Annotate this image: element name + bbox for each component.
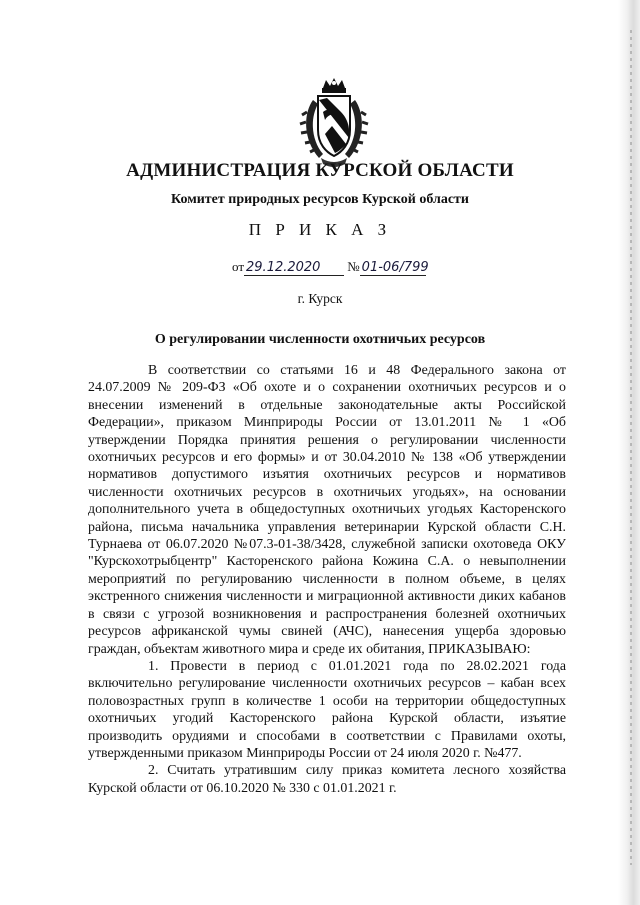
scan-edge [618, 0, 640, 905]
committee-name: Комитет природных ресурсов Курской области [171, 192, 469, 207]
document-subject: О регулировании численности охотничьих ресурсов [154, 332, 486, 347]
date-prefix: от [232, 259, 245, 274]
coat-of-arms-emblem [299, 78, 369, 170]
handwritten-date: 29.12.2020 [244, 260, 344, 276]
city-line: г. Курск [297, 291, 343, 306]
number-prefix: № [347, 259, 360, 274]
handwritten-number: 01-06/799 [361, 260, 429, 275]
order-item-2: 2. Считать утратившим силу приказ комитета лесного хозяйства Курской области от 06.10.2020 № 330 с 01.01.2021 г. [88, 763, 566, 796]
order-item-1: 1. Провести в период с 01.01.2021 года по 28.02.2021 года включительно регулирование численности охотничьих ресурсов – кабан всех половозрастных групп в количестве 1 особи на территории общедоступных охотничьих угодий Касторенского района Курской области, изъятие производить орудиями и способами в соответствии с Правилами охоты, утвержденными приказом Минприроды России от 24 июля 2020 г. №477. [88, 658, 566, 761]
preamble-paragraph: В соответствии со статьями 16 и 48 Федерального закона от 24.07.2009 № 209-ФЗ «Об охоте и о сохранении охотничьих ресурсов и о внесении изменений в отдельные законодательные акты Российской Федерации», приказом Минприроды России от 13.01.2011 № 1 «Об утверждении Порядка принятия решения о регулировании численности охотничьих ресурсов и его формы» и от 30.04.2010 № 138 «Об утверждении нормативов допустимого изъятия охотничьих ресурсов и нормативов численности охотничьих ресурсов в охотничьих угодьях», на основании дополнительного учета в общедоступных охотничьих угодьях Касторенского района, письма начальника управления ветеринарии Курской области С.Н. Турнаева от 06.07.2020 №07.3-01-38/3428, служебной записки охотоведа ОКУ "Курскохотрыбцентр" Касторенского района Кожина С.А. о невыполнении мероприятий по регулированию численности в полном объеме, в целях экстренного снижения численности и миграционной активности диких кабанов в связи с угрозой возникновения и распространения болезней охотничьих ресурсов африканской чумы свиней (АЧС), нанесения ущерба здоровью граждан, объектам животного мира и среде их обитания, ПРИКАЗЫВАЮ: [88, 363, 566, 657]
document-body [88, 362, 566, 797]
date-number-line [232, 259, 429, 276]
document-type-title: П Р И К А З [248, 220, 392, 239]
organization-header: АДМИНИСТРАЦИЯ КУРСКОЙ ОБЛАСТИ [126, 160, 514, 181]
